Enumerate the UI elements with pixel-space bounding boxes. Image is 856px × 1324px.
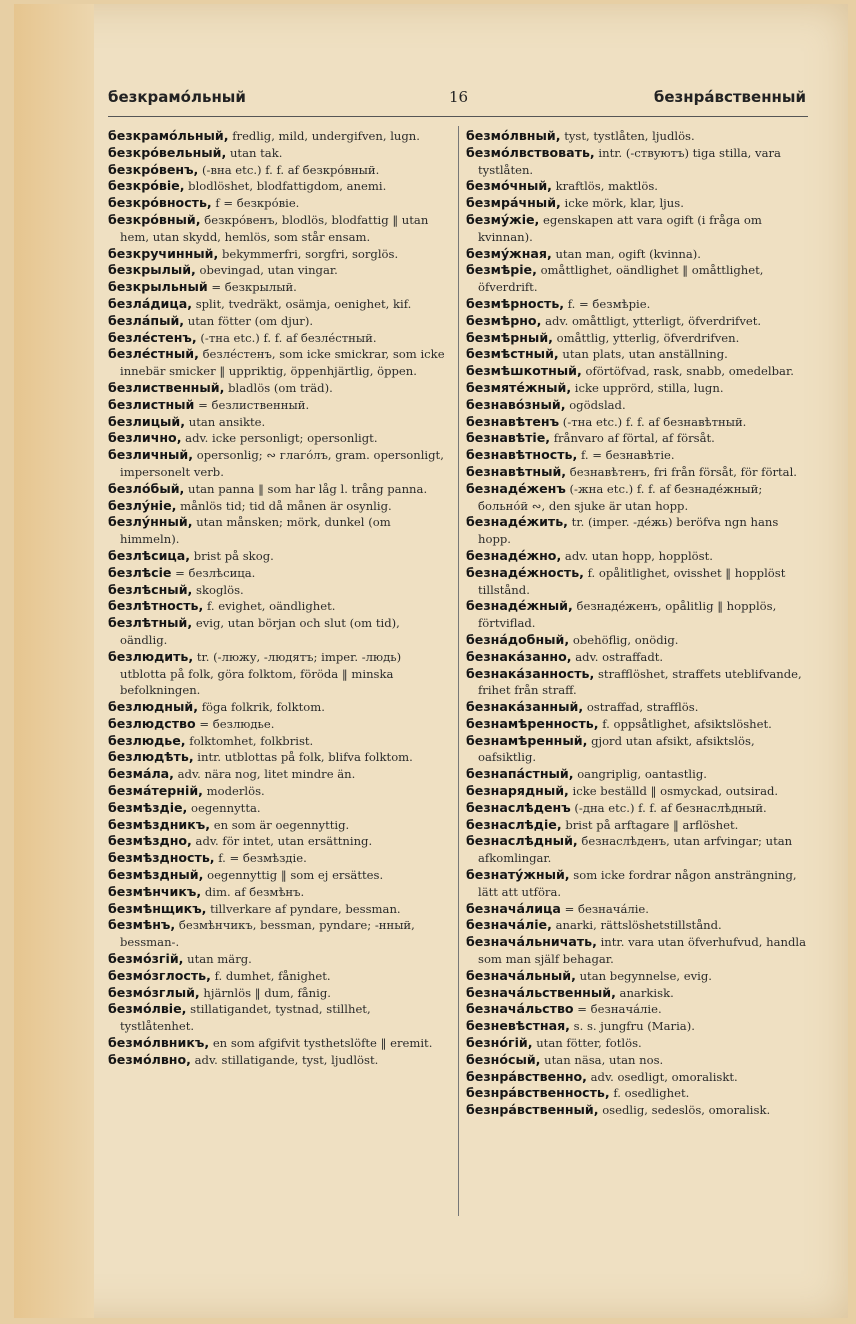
column-divider	[458, 126, 459, 1216]
dictionary-entry	[108, 833, 448, 850]
definition: f. dumhet, fånighet.	[214, 968, 331, 983]
headword: безмѣздно,	[108, 833, 192, 849]
dictionary-entry	[466, 783, 806, 800]
definition: oangriplig, oantastlig.	[577, 767, 707, 782]
definition: (-жна etc.) f. f. af безнадéжный; больнóй ∾, den sjuke är utan hopp.	[478, 481, 763, 513]
dictionary-entry	[466, 313, 806, 330]
dictionary-entry	[466, 901, 806, 918]
definition: intr. (-ствуютъ) tiga stilla, vara tystlåten.	[478, 145, 781, 177]
dictionary-entry	[466, 1035, 806, 1052]
definition: icke mörk, klar, ljus.	[564, 196, 684, 211]
dictionary-entry	[466, 430, 806, 447]
headword: безлюдѣть,	[108, 749, 194, 765]
headword: безнáдобный,	[466, 631, 570, 647]
definition: s. s. jungfru (Maria).	[573, 1019, 695, 1034]
headword: безмѣздіе,	[108, 799, 188, 815]
definition: moderlös.	[206, 784, 265, 799]
definition: безлéстенъ, som icke smickrar, som icke innebär smicker ‖ uppriktig, öppenhjärtlig, öppen.	[120, 347, 445, 379]
dictionary-entry	[108, 145, 448, 162]
definition: = безначáліе.	[577, 1002, 662, 1017]
dictionary-entry	[108, 481, 448, 498]
headword: безмѣрный,	[466, 329, 553, 345]
headword: безнадéжить,	[466, 514, 568, 530]
definition: skoglös.	[196, 582, 244, 597]
headword: безначáльственный,	[466, 984, 616, 1000]
headword: безкрóвельный,	[108, 144, 227, 160]
dictionary-entry	[108, 380, 448, 397]
headword: безнакáзанно,	[466, 648, 572, 664]
definition: intr. vara utan öfverhufvud, handla som man själf behagar.	[478, 935, 807, 967]
headword: безначáльный,	[466, 967, 576, 983]
headword: безмѣздный,	[108, 867, 204, 883]
headword: безнамѣренный,	[466, 732, 588, 748]
dictionary-entry	[466, 985, 806, 1002]
dictionary-entry	[108, 783, 448, 800]
definition: anarki, rättslöshetstillstånd.	[555, 918, 722, 933]
headword: безнадéжно,	[466, 547, 562, 563]
definition: folktomhet, folkbrist.	[189, 733, 314, 748]
headword: безмѣздность,	[108, 850, 215, 866]
headword: безкрыльный	[108, 279, 208, 295]
headword: безмóлвствовать,	[466, 144, 595, 160]
dictionary-entry	[108, 246, 448, 263]
headword: безмóлвный,	[466, 128, 561, 143]
headword: безлюдье,	[108, 732, 186, 748]
definition: безнавѣтенъ, fri från försåt, för förtal.	[569, 464, 797, 479]
headword: безлóбый,	[108, 480, 185, 496]
headword: безкрамóльный,	[108, 128, 229, 143]
definition: intr. utblottas på folk, blifva folktom.	[197, 750, 413, 765]
dictionary-entry	[108, 195, 448, 212]
dictionary-entry	[466, 145, 806, 179]
headword: безмѣнчикъ,	[108, 883, 202, 899]
headword: безнадéжность,	[466, 564, 584, 580]
dictionary-entry	[466, 716, 806, 733]
definition: kraftlös, maktlös.	[555, 179, 658, 194]
definition: omåttlig, ytterlig, öfverdrifven.	[556, 330, 740, 345]
page-number: 16	[449, 88, 469, 106]
definition: (-дна etc.) f. f. af безнаслѣдный.	[574, 800, 767, 815]
headword: безлюдить,	[108, 648, 194, 664]
dictionary-entry	[108, 582, 448, 599]
definition: brist på arftagare ‖ arflöshet.	[565, 817, 739, 832]
headword: безлюдство	[108, 715, 196, 731]
dictionary-entry	[466, 565, 806, 599]
headword: безлицый,	[108, 413, 186, 429]
headword: безмóлвникъ,	[108, 1035, 210, 1051]
dictionary-entry	[108, 884, 448, 901]
headword: безнапáстный,	[466, 766, 574, 782]
headword: безнавѣтіе,	[466, 430, 551, 446]
dictionary-entry	[466, 363, 806, 380]
dictionary-entry	[466, 178, 806, 195]
dictionary-entry	[108, 128, 448, 145]
definition: split, tvedräkt, osämja, oenighet, kif.	[195, 296, 412, 311]
dictionary-entry	[466, 968, 806, 985]
dictionary-entry	[108, 346, 448, 380]
definition: föga folkrik, folktom.	[201, 700, 325, 715]
definition: безнадéженъ, opålitlig ‖ hopplös, förtviflad.	[478, 599, 777, 631]
headword: безмрáчный,	[466, 195, 561, 211]
definition: icke upprörd, stilla, lugn.	[574, 380, 724, 395]
headword: безлѣсіе	[108, 564, 172, 580]
definition: f. = безнавѣтіе.	[580, 448, 675, 463]
definition: (-вна etc.) f. f. af безкрóвный.	[202, 162, 380, 177]
headword: безмáла,	[108, 766, 174, 782]
definition: utan panna ‖ som har låg l. trång panna.	[188, 481, 428, 496]
dictionary-entry	[466, 632, 806, 649]
definition: anarkisk.	[619, 985, 674, 1000]
definition: gjord utan afsikt, afsiktslös, oafsiktlig.	[478, 733, 755, 765]
definition: utan näsa, utan nos.	[544, 1052, 664, 1067]
headword: безлѣтный,	[108, 615, 193, 631]
dictionary-entry	[108, 951, 448, 968]
headword: безначáлица	[466, 900, 561, 916]
definition: en som afgifvit tysthetslöfte ‖ eremit.	[212, 1036, 433, 1051]
definition: безнаслѣденъ, utan arfvingar; utan afkomlingar.	[478, 834, 793, 866]
headword: безмѣрно,	[466, 312, 542, 328]
headword: безмóзглость,	[108, 967, 211, 983]
definition: = безлюдье.	[199, 716, 275, 731]
definition: utan fötter, fotlös.	[536, 1036, 642, 1051]
definition: f. oppsåtlighet, afsiktslöshet.	[602, 716, 772, 731]
headword: безлýнный,	[108, 514, 193, 530]
definition: osedlig, sedeslös, omoralisk.	[602, 1103, 771, 1118]
dictionary-entry	[108, 800, 448, 817]
definition: evig, utan början och slut (om tid), oändlig.	[120, 616, 400, 647]
definition: = безлѣсица.	[175, 565, 256, 580]
dictionary-entry	[466, 514, 806, 548]
headword: безмѣрность,	[466, 295, 565, 311]
dictionary-entry	[466, 464, 806, 481]
headword: безнавѣтенъ	[466, 413, 560, 429]
headword: безначáльство	[466, 1001, 574, 1017]
headword: безмѣстный,	[466, 346, 559, 362]
definition: utan ansikte.	[188, 414, 266, 429]
definition: tr. (imper. -дéжь) beröfva ngn hans hopp.	[478, 515, 779, 547]
headword: безнрáвственный,	[466, 1102, 599, 1118]
dictionary-entry	[466, 346, 806, 363]
headword: безлáпый,	[108, 312, 185, 328]
definition: adv. för intet, utan ersättning.	[195, 834, 373, 849]
headword: безмѣшкотный,	[466, 363, 582, 379]
headword: безмáтерній,	[108, 783, 203, 799]
dictionary-entry	[108, 749, 448, 766]
dictionary-entry	[108, 867, 448, 884]
headword: безнаслѣдіе,	[466, 816, 562, 832]
definition: = безлиственный.	[198, 397, 310, 412]
definition: oegennyttig ‖ som ej ersättes.	[207, 868, 384, 883]
headword: безнарядный,	[466, 783, 569, 799]
headword: безкрóвенъ,	[108, 161, 199, 177]
headword: безмóзгій,	[108, 951, 184, 967]
dictionary-entry	[108, 1001, 448, 1035]
dictionary-entry	[108, 985, 448, 1002]
definition: fredlig, mild, undergifven, lugn.	[232, 129, 420, 143]
dictionary-entry	[108, 296, 448, 313]
headword: безнадéженъ	[466, 480, 566, 496]
headword: безнавѣтный,	[466, 463, 567, 479]
dictionary-entry	[466, 481, 806, 515]
headword: безначáліе,	[466, 917, 552, 933]
definition: f. = безмѣріе.	[567, 296, 651, 311]
definition: oegennytta.	[191, 800, 261, 815]
dictionary-entry	[108, 313, 448, 330]
dictionary-entry	[108, 430, 448, 447]
headword: безнатýжный,	[466, 867, 570, 883]
headword: безмóзглый,	[108, 984, 200, 1000]
headword: безлýніе,	[108, 497, 177, 513]
headword: безлéстенъ,	[108, 329, 197, 345]
dictionary-entry	[466, 800, 806, 817]
dictionary-entry	[108, 162, 448, 179]
definition: utan månsken; mörk, dunkel (om himmeln).	[120, 515, 391, 547]
headword: безлáдица,	[108, 295, 192, 311]
dictionary-entry	[466, 128, 806, 145]
dictionary-entry	[108, 279, 448, 296]
dictionary-entry	[466, 917, 806, 934]
headword: безмѣнщикъ,	[108, 900, 207, 916]
definition: utan begynnelse, evig.	[579, 968, 712, 983]
dictionary-entry	[466, 246, 806, 263]
dictionary-entry	[108, 548, 448, 565]
dictionary-entry	[466, 548, 806, 565]
headword: безмятéжный,	[466, 379, 572, 395]
running-head-right: безнрáвственный	[653, 88, 806, 106]
dictionary-entry	[466, 330, 806, 347]
dictionary-entry	[466, 380, 806, 397]
dictionary-entry	[108, 598, 448, 615]
definition: tillverkare af pyndare, bessman.	[210, 901, 401, 916]
dictionary-entry	[466, 934, 806, 968]
dictionary-entry	[466, 598, 806, 632]
definition: adv. osedligt, omoraliskt.	[590, 1069, 738, 1084]
dictionary-entry	[466, 1069, 806, 1086]
dictionary-entry	[108, 917, 448, 951]
definition: egenskapen att vara ogift (i fråga om kvinnan).	[478, 212, 762, 244]
dictionary-entry	[108, 212, 448, 246]
dictionary-entry	[466, 1052, 806, 1069]
headword: безлично,	[108, 430, 182, 446]
definition: utan plats, utan anställning.	[562, 347, 728, 362]
headword: безкрылый,	[108, 262, 196, 278]
headword: безнавѣтность,	[466, 447, 578, 463]
dictionary-entry	[108, 901, 448, 918]
header-rule	[108, 116, 808, 117]
dictionary-entry	[466, 296, 806, 313]
definition: ogödslad.	[569, 397, 626, 412]
headword: безкручинный,	[108, 245, 219, 261]
headword: безнóгій,	[466, 1035, 533, 1051]
dictionary-entry	[466, 666, 806, 700]
headword: безмѣнъ,	[108, 917, 176, 933]
headword: безнакáзанный,	[466, 699, 584, 715]
page-margin-strip	[14, 4, 94, 1318]
definition: som icke fordrar någon ansträngning, lätt att utföra.	[478, 868, 797, 899]
dictionary-entry	[108, 262, 448, 279]
dictionary-entry	[108, 498, 448, 515]
headword: безмóчный,	[466, 178, 552, 194]
dictionary-entry	[466, 212, 806, 246]
definition: безкрóвенъ, blodlös, blodfattig ‖ utan hem, utan skydd, hemlös, som står ensam.	[120, 212, 429, 244]
headword: безмѣріе,	[466, 262, 537, 278]
definition: = безначáліе.	[564, 901, 649, 916]
definition: opersonlig; ∾ глагóлъ, gram. opersonligt, impersonelt verb.	[120, 448, 444, 479]
dictionary-entry	[108, 766, 448, 783]
definition: månlös tid; tid då månen är osynlig.	[180, 498, 392, 513]
dictionary-entry	[108, 1052, 448, 1069]
definition: hjärnlös ‖ dum, fånig.	[203, 985, 331, 1000]
headword: безлюдный,	[108, 699, 198, 715]
headword: безличный,	[108, 447, 194, 463]
dictionary-entry	[108, 817, 448, 834]
dictionary-entry	[108, 615, 448, 649]
dictionary-entry	[466, 414, 806, 431]
headword: безнóсый,	[466, 1051, 541, 1067]
definition: adv. stillatigande, tyst, ljudlöst.	[194, 1052, 379, 1067]
headword: безкрóвный,	[108, 211, 201, 227]
dictionary-entry	[108, 397, 448, 414]
headword: безначáльничать,	[466, 934, 597, 950]
dictionary-entry	[466, 1018, 806, 1035]
dictionary-entry	[466, 817, 806, 834]
dictionary-entry	[108, 649, 448, 699]
definition: stillatigandet, tystnad, stillhet, tystlåtenhet.	[120, 1002, 371, 1034]
headword: безнавóзный,	[466, 396, 566, 412]
definition: = безкрылый.	[211, 280, 297, 295]
headword: безмóлвно,	[108, 1051, 191, 1067]
dictionary-entry	[108, 447, 448, 481]
headword: безлистный	[108, 396, 195, 412]
definition: utan fötter (om djur).	[187, 313, 314, 328]
definition: dim. af безмѣнъ.	[204, 884, 305, 899]
running-head-left: безкрамóльный	[108, 88, 246, 106]
dictionary-entry	[108, 968, 448, 985]
headword: безнаслѣденъ	[466, 799, 571, 815]
definition: utan tak.	[229, 145, 283, 160]
headword: безлѣсный,	[108, 581, 193, 597]
definition: ostraffad, strafflös.	[586, 700, 699, 715]
headword: безкрóвность,	[108, 195, 212, 211]
definition: adv. utan hopp, hopplöst.	[564, 548, 713, 563]
definition: adv. icke personligt; opersonligt.	[185, 431, 378, 446]
definition: obevingad, utan vingar.	[199, 263, 338, 278]
headword: безмýжіе,	[466, 211, 540, 227]
dictionary-entry	[108, 514, 448, 548]
dictionary-entry	[466, 447, 806, 464]
headword: безневѣстная,	[466, 1018, 570, 1034]
headword: безнаслѣдный,	[466, 833, 578, 849]
headword: безлиственный,	[108, 379, 225, 395]
definition: f. osedlighet.	[613, 1086, 690, 1101]
definition: brist på skog.	[193, 548, 274, 563]
dictionary-entry	[466, 195, 806, 212]
dictionary-entry	[466, 262, 806, 296]
dictionary-entry	[108, 716, 448, 733]
definition: (-тна etc.) f. f. af безлéстный.	[200, 330, 377, 345]
headword: безнадéжный,	[466, 598, 573, 614]
definition: bekymmerfri, sorgfri, sorglös.	[221, 246, 399, 261]
dictionary-entry	[108, 850, 448, 867]
left-column	[108, 128, 448, 1069]
definition: (-тна etc.) f. f. af безнавѣтный.	[562, 414, 747, 429]
dictionary-entry	[466, 766, 806, 783]
definition: adv. omåttligt, ytterligt, öfverdrifvet.	[545, 313, 762, 328]
dictionary-entry	[108, 565, 448, 582]
definition: blodlöshet, blodfattigdom, anemi.	[188, 179, 387, 194]
headword: безнамѣренность,	[466, 715, 599, 731]
definition: icke beställd ‖ osmyckad, outsirad.	[572, 784, 779, 799]
definition: безмѣнчикъ, bessman, pyndare; -нный, bessman-.	[120, 918, 415, 950]
headword: безлѣтность,	[108, 598, 204, 614]
dictionary-entry	[466, 833, 806, 867]
definition: f. opålitlighet, ovisshet ‖ hopplöst tillstånd.	[478, 565, 786, 597]
headword: безнрáвственно,	[466, 1068, 587, 1084]
headword: безмóлвіе,	[108, 1001, 187, 1017]
definition: bladlös (om träd).	[228, 380, 333, 395]
definition: tr. (-люжу, -людятъ; imper. -людь) utblotta på folk, göra folktom, föröda ‖ minska befolkningen.	[120, 649, 402, 698]
headword: безлéстный,	[108, 346, 199, 362]
dictionary-entry	[466, 699, 806, 716]
headword: безлѣсица,	[108, 547, 191, 563]
definition: obehöflig, onödig.	[572, 632, 679, 647]
dictionary-entry	[108, 1035, 448, 1052]
definition: f = безкрóвіе.	[215, 196, 300, 211]
definition: utan man, ogift (kvinna).	[555, 246, 701, 261]
dictionary-entry	[108, 733, 448, 750]
dictionary-entry	[466, 649, 806, 666]
headword: безнакáзанность,	[466, 665, 595, 681]
headword: безмѣздникъ,	[108, 816, 211, 832]
definition: en som är oegennyttig.	[213, 817, 350, 832]
headword: безмýжная,	[466, 245, 552, 261]
right-column	[466, 128, 806, 1119]
dictionary-entry	[108, 178, 448, 195]
definition: strafflöshet, straffets uteblifvande, frihet från straff.	[478, 666, 802, 698]
headword: безкрóвіе,	[108, 178, 185, 194]
dictionary-entry	[466, 397, 806, 414]
definition: adv. nära nog, litet mindre än.	[177, 767, 356, 782]
dictionary-entry	[466, 867, 806, 901]
dictionary-entry	[466, 1102, 806, 1119]
dictionary-entry	[108, 414, 448, 431]
definition: omåttlighet, oändlighet ‖ omåttlighet, öfverdrift.	[478, 263, 764, 295]
dictionary-entry	[466, 1085, 806, 1102]
definition: oförtöfvad, rask, snabb, omedelbar.	[585, 364, 794, 379]
definition: adv. ostraffadt.	[575, 649, 664, 664]
dictionary-entry	[466, 733, 806, 767]
definition: utan märg.	[187, 952, 252, 967]
definition: tyst, tystlåten, ljudlös.	[564, 129, 695, 143]
dictionary-entry	[108, 699, 448, 716]
dictionary-entry	[466, 1001, 806, 1018]
dictionary-entry	[108, 330, 448, 347]
definition: f. = безмѣздіе.	[218, 851, 307, 866]
definition: frånvaro af förtal, af försåt.	[553, 431, 715, 446]
headword: безнрáвственность,	[466, 1085, 610, 1101]
definition: f. evighet, oändlighet.	[207, 599, 336, 614]
